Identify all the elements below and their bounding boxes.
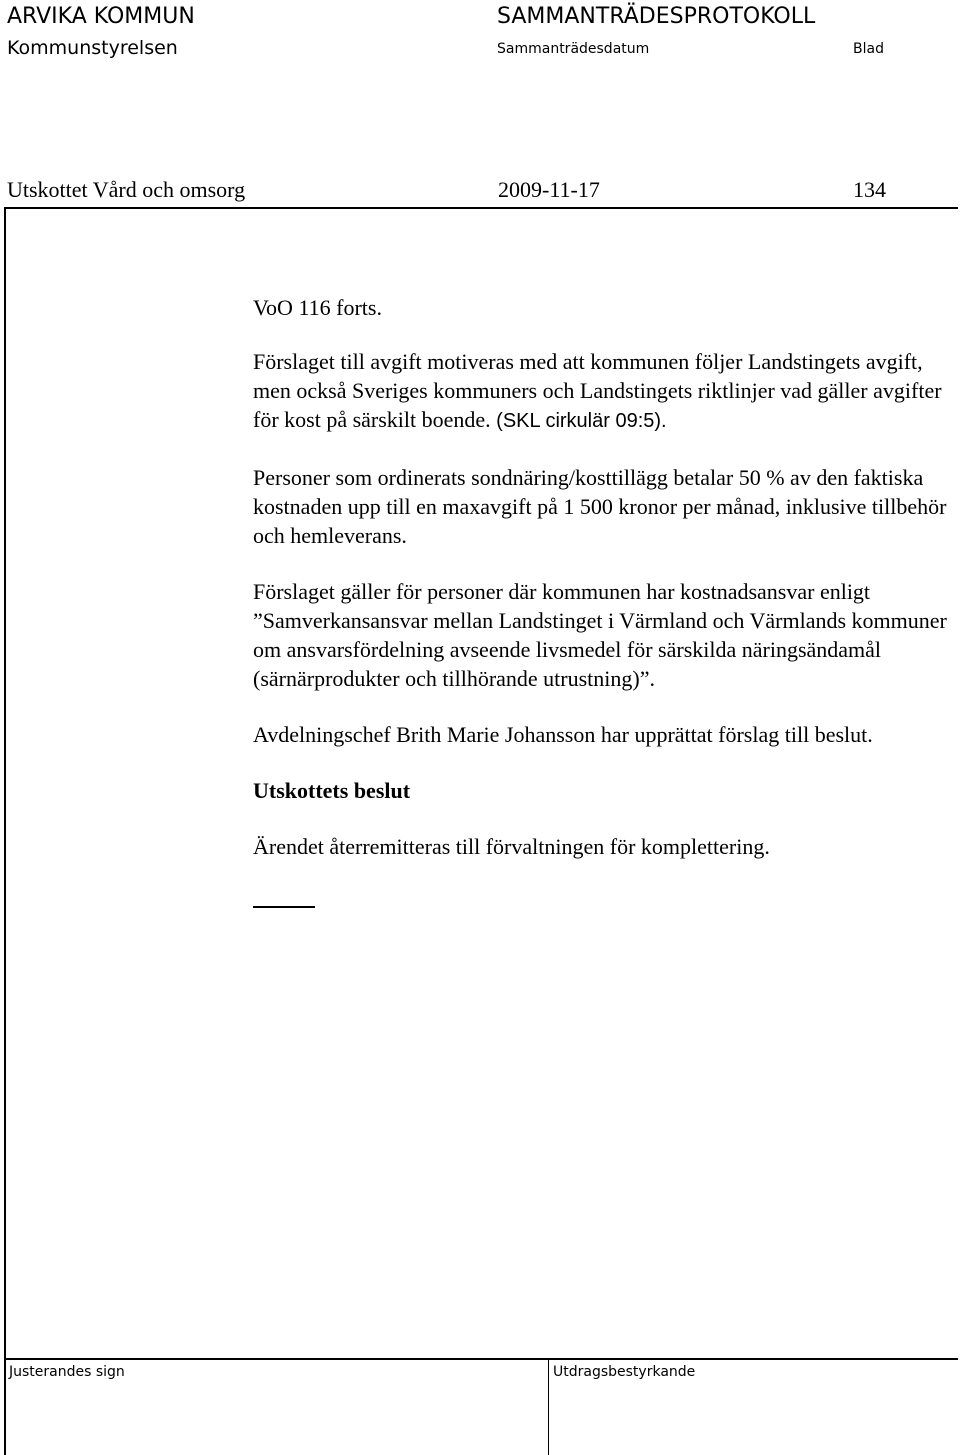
closing-rule xyxy=(253,906,315,908)
paragraph-motivation-text: Förslaget till avgift motiveras med att kommunen följer Landstingets avgift, men också Sveriges kommuners och Landstingets riktlinjer vad gäller avgifter för kost på särskilt boende. xyxy=(253,349,942,432)
page-label: Blad xyxy=(853,41,884,57)
paragraph-proposal: Avdelningschef Brith Marie Johansson har upprättat förslag till beslut. xyxy=(253,722,873,747)
paragraph-scope: Förslaget gäller för personer där kommunen har kostnadsansvar enligt ”Samverkansansvar mellan Landstinget i Värmland och Värmlands kommuner om ansvarsfördelning avseende livsmedel för särskilda näringsändamål (särnärprodukter och tillhörande utrustning)”. xyxy=(253,579,947,691)
decision-heading: Utskottets beslut xyxy=(253,778,411,803)
margin-frame-line xyxy=(4,207,6,1359)
extract-certification-label: Utdragsbestyrkande xyxy=(553,1364,696,1380)
footer-frame-left xyxy=(4,1358,6,1455)
decision-text: Ärendet återremitteras till förvaltningen för komplettering. xyxy=(253,834,770,859)
signature-label: Justerandes sign xyxy=(9,1364,125,1380)
minutes-body xyxy=(253,293,959,908)
skl-circular-reference: (SKL cirkulär 09:5). xyxy=(496,410,667,432)
header-divider xyxy=(4,207,958,209)
meeting-date-label: Sammanträdesdatum xyxy=(497,41,650,57)
subcommittee-name: Utskottet Vård och omsorg xyxy=(7,177,246,202)
footer-frame-middle xyxy=(548,1358,549,1455)
org-name: ARVIKA KOMMUN xyxy=(7,4,195,29)
footer-divider xyxy=(4,1358,958,1360)
document-type: SAMMANTRÄDESPROTOKOLL xyxy=(497,4,816,29)
paragraph-motivation xyxy=(253,347,959,436)
page-number: 134 xyxy=(853,177,886,202)
committee-name: Kommunstyrelsen xyxy=(7,37,178,59)
case-reference: VoO 116 forts. xyxy=(253,295,382,320)
meeting-date: 2009-11-17 xyxy=(498,177,600,202)
paragraph-fee-rules: Personer som ordinerats sondnäring/kosttillägg betalar 50 % av den faktiska kostnaden upp till en maxavgift på 1 500 kronor per månad, inklusive tillbehör och hemleverans. xyxy=(253,465,947,548)
